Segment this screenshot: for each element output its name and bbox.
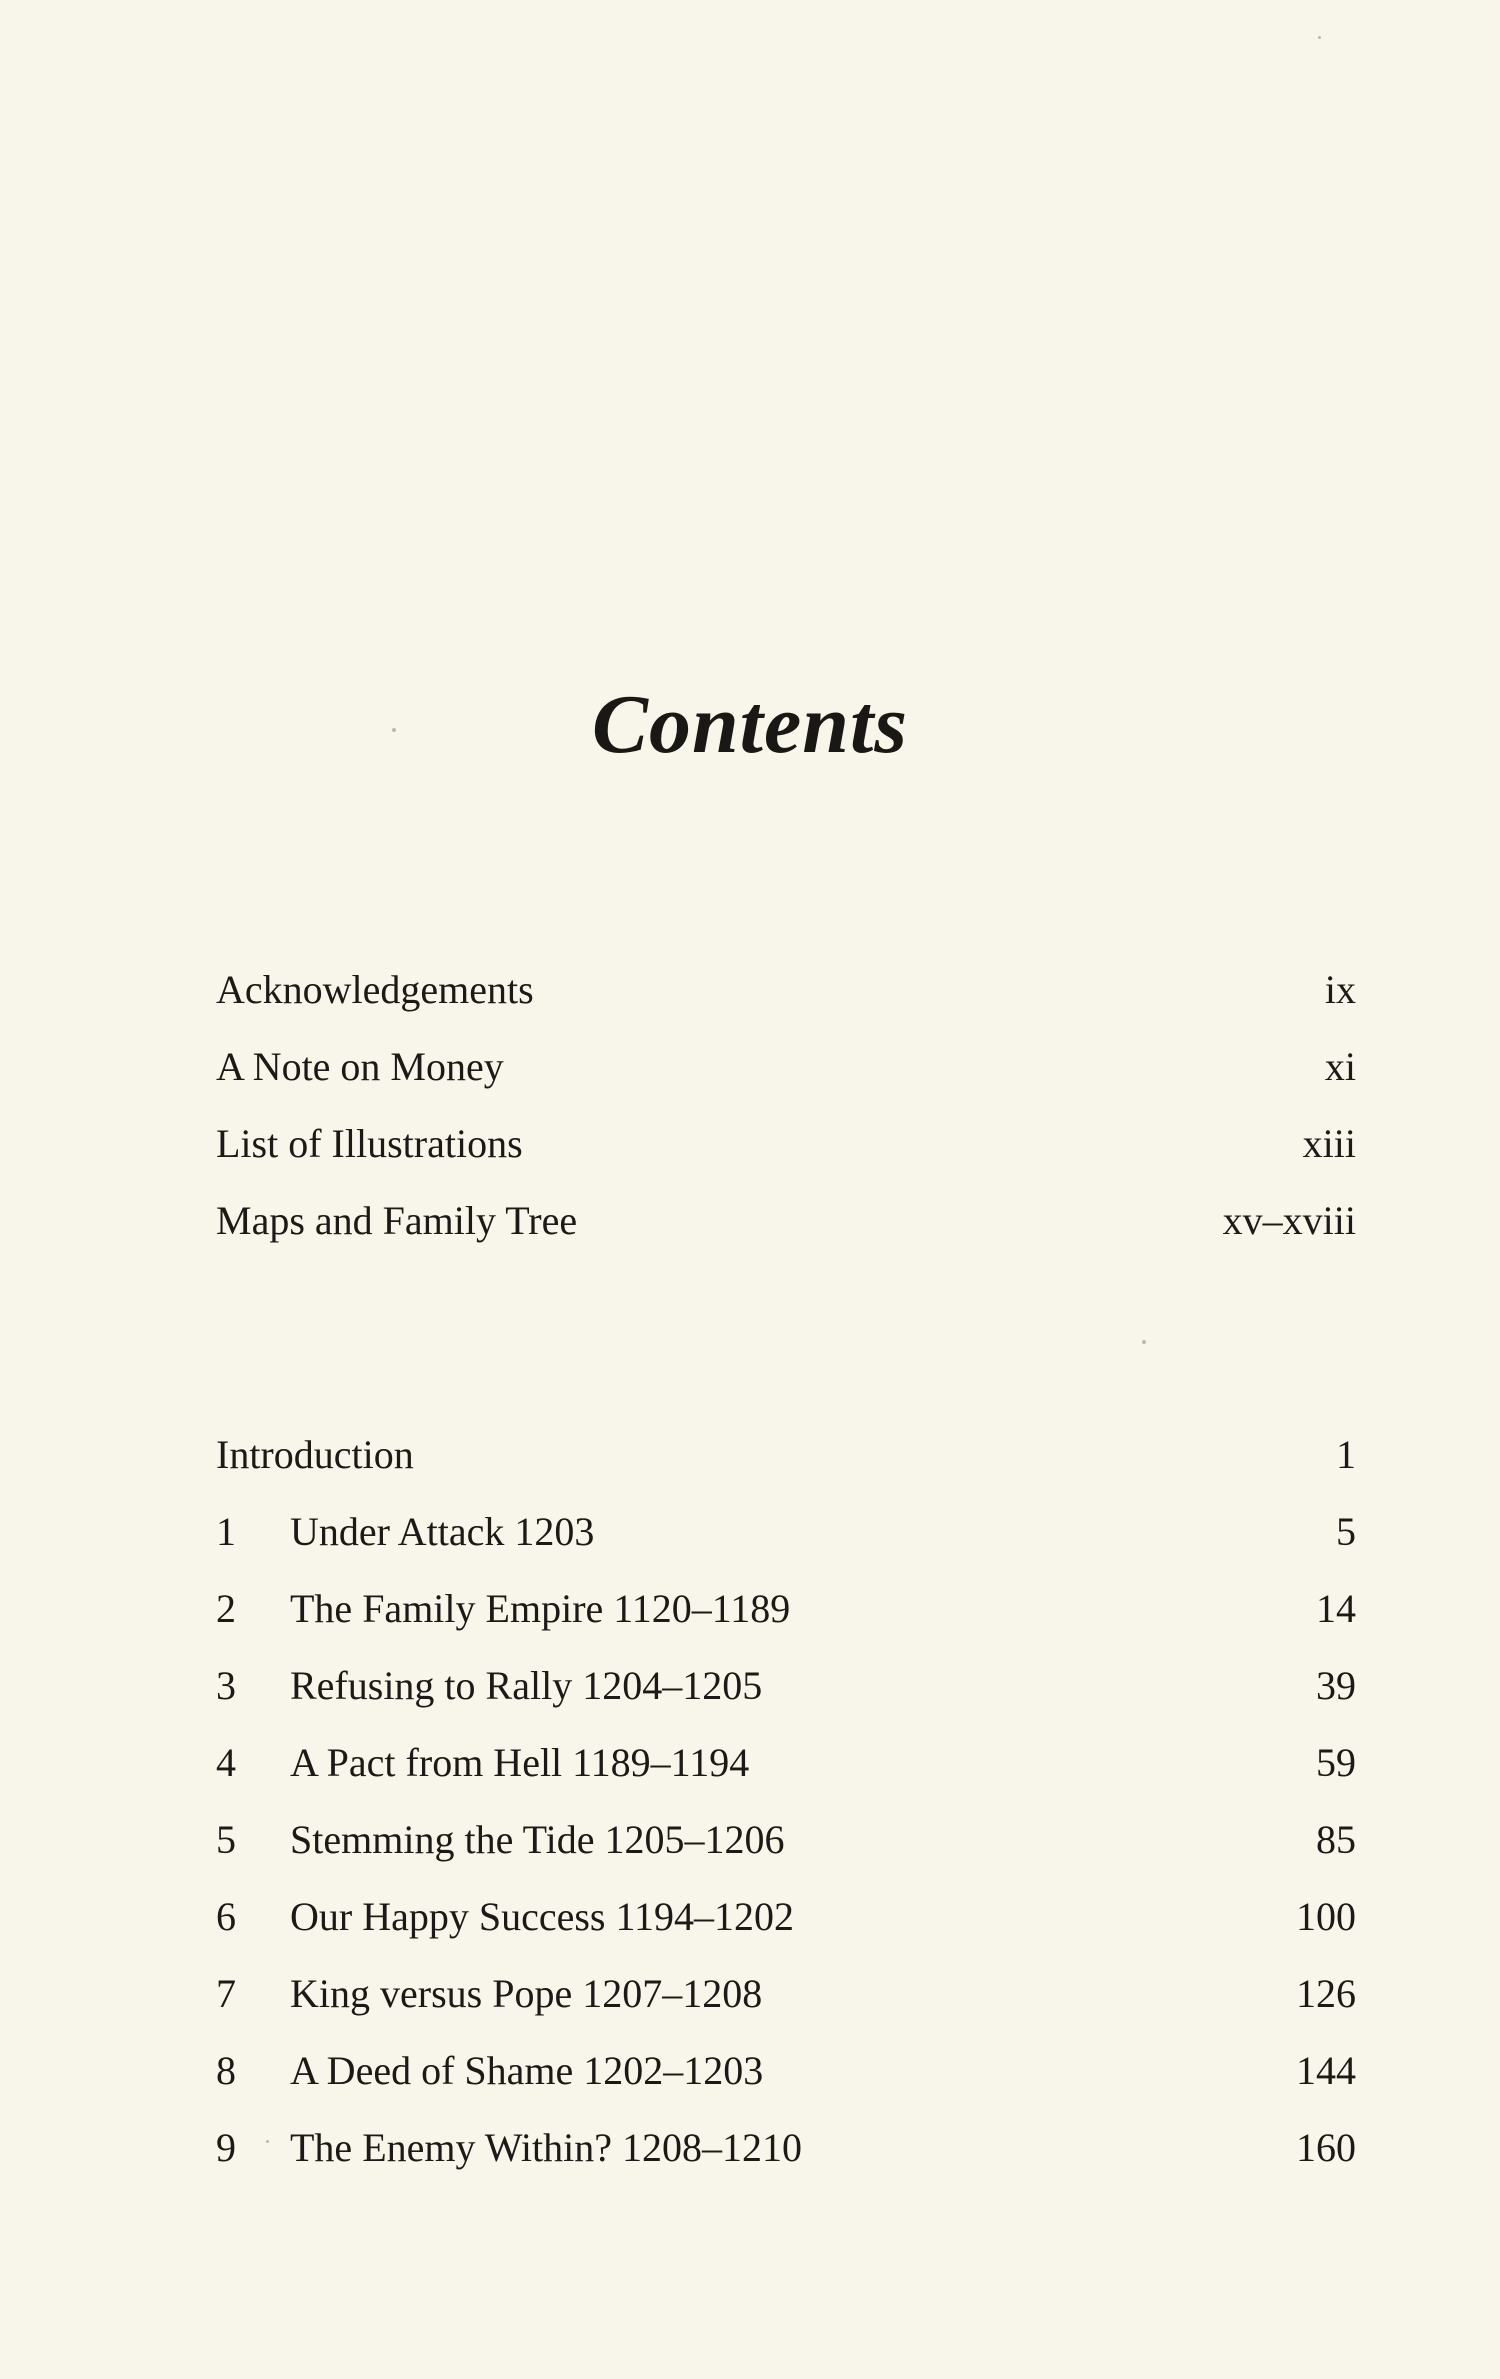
toc-entry-page: xv–xviii	[1222, 1198, 1356, 1243]
chapter-page: 85	[1316, 1817, 1356, 1862]
chapter-title: King versus Pope 1207–1208	[290, 1971, 763, 2016]
toc-chapter-4	[216, 1733, 1356, 1810]
chapter-number: 6	[216, 1894, 236, 1939]
toc-entry-acknowledgements	[216, 960, 1356, 1037]
chapter-page: 100	[1296, 1894, 1356, 1939]
chapter-page: 5	[1336, 1509, 1356, 1554]
chapter-page: 126	[1296, 1971, 1356, 2016]
chapter-title: The Family Empire 1120–1189	[290, 1586, 791, 1631]
chapter-page: 59	[1316, 1740, 1356, 1785]
toc-entry-introduction	[216, 1425, 1356, 1502]
chapter-number: 9	[216, 2125, 236, 2170]
chapter-number: 5	[216, 1817, 236, 1862]
toc-entry-page: ix	[1324, 967, 1356, 1012]
toc-entry-list-of-illustrations	[216, 1114, 1356, 1191]
toc-entry-label: Introduction	[216, 1432, 414, 1477]
page-title: Contents	[591, 678, 909, 772]
toc-entry-label: Acknowledgements	[216, 967, 534, 1012]
toc-chapter-2	[216, 1579, 1356, 1656]
chapter-title: Under Attack 1203	[290, 1509, 595, 1554]
toc-entry-label: A Note on Money	[216, 1044, 504, 1089]
chapter-page: 144	[1296, 2048, 1356, 2093]
chapter-number: 8	[216, 2048, 236, 2093]
toc-entry-page: xi	[1324, 1044, 1356, 1089]
chapter-page: 39	[1316, 1663, 1356, 1708]
toc-entry-maps-and-family-tree	[216, 1191, 1356, 1268]
toc-entry-page: 1	[1336, 1432, 1356, 1477]
toc-chapter-7	[216, 1964, 1356, 2041]
toc-chapter-9	[216, 2118, 1356, 2195]
toc-entry-page: xiii	[1302, 1121, 1356, 1166]
chapter-number: 1	[216, 1509, 236, 1554]
chapter-title: A Deed of Shame 1202–1203	[290, 2048, 764, 2093]
toc-chapter-5	[216, 1810, 1356, 1887]
chapter-page: 160	[1296, 2125, 1356, 2170]
table-of-contents	[216, 960, 1356, 2195]
toc-chapter-6	[216, 1887, 1356, 1964]
chapter-title: Refusing to Rally 1204–1205	[290, 1663, 763, 1708]
chapter-number: 3	[216, 1663, 236, 1708]
chapter-number: 4	[216, 1740, 236, 1785]
chapter-number: 2	[216, 1586, 236, 1631]
toc-entry-note-on-money	[216, 1037, 1356, 1114]
section-spacer	[216, 1268, 1356, 1425]
toc-chapter-3	[216, 1656, 1356, 1733]
chapter-title: A Pact from Hell 1189–1194	[290, 1740, 750, 1785]
toc-chapter-1	[216, 1502, 1356, 1579]
toc-entry-label: List of Illustrations	[216, 1121, 523, 1166]
toc-chapter-8	[216, 2041, 1356, 2118]
toc-entry-label: Maps and Family Tree	[216, 1198, 578, 1243]
chapter-number: 7	[216, 1971, 236, 2016]
chapter-page: 14	[1316, 1586, 1356, 1631]
chapter-title: Our Happy Success 1194–1202	[290, 1894, 795, 1939]
chapter-title: The Enemy Within? 1208–1210	[290, 2125, 803, 2170]
chapter-title: Stemming the Tide 1205–1206	[290, 1817, 785, 1862]
paper-speck	[1318, 36, 1321, 39]
